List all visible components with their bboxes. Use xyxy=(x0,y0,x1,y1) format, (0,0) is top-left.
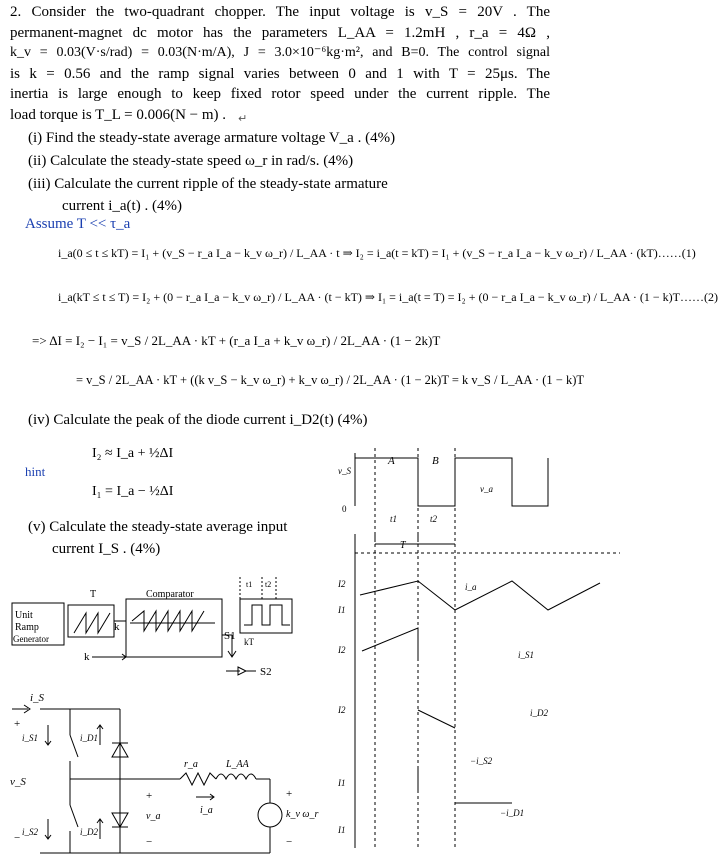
t1-label: t1 xyxy=(246,580,253,589)
ramp-waveform xyxy=(74,613,110,633)
problem-line: permanent-magnet dc motor has the parameters L_AA = 1.2mH , r_a = 4Ω , xyxy=(10,24,550,41)
hint-equation-2: I₁ = I_a − ½ΔI xyxy=(92,484,174,499)
question-3-line-2: current i_a(t) . (4%) xyxy=(62,198,182,214)
region-a-label: A xyxy=(388,455,395,467)
i1-label-2: I1 xyxy=(338,778,346,788)
vs-wave-label: v_S xyxy=(338,466,351,476)
va-plus: + xyxy=(146,790,153,802)
problem-line: k_v = 0.03(V·s/rad) = 0.03(N·m/A), J = 3.0×10⁻⁶kg·m², and B=0. The control signal xyxy=(10,45,550,60)
return-mark-icon: ↵ xyxy=(238,112,248,125)
emf-minus: − xyxy=(286,836,293,848)
comparator-ramp xyxy=(132,611,204,631)
equation-1: i_a(0 ≤ t ≤ kT) = I₁ + (v_S − r_a I_a − k_v ω_r) / L_AA · t ⇒ I₂ = i_a(t = kT) = I₁ + (v_S − r_a I_a − k_v ω_r) / L_AA · (kT)……(1) xyxy=(58,246,696,260)
dc-motor xyxy=(258,803,282,827)
emf-plus: + xyxy=(286,788,293,800)
question-3-line-1: (iii) Calculate the current ripple of the steady-state armature xyxy=(28,176,388,192)
equation-3: => ΔI = I₂ − I₁ = v_S / 2L_AA · kT + (r_a I_a + k_v ω_r) / 2L_AA · (1 − 2k)T xyxy=(32,333,441,348)
switch-s1 xyxy=(70,735,78,757)
ia-waveform xyxy=(360,581,600,610)
k-input-label-2: k xyxy=(84,651,90,663)
ramp-label-3: Generator xyxy=(13,634,49,644)
is1-wave-label: i_S1 xyxy=(518,650,535,660)
i2-label: I2 xyxy=(338,579,346,589)
vs-plus: + xyxy=(14,718,21,730)
laa-label: L_AA xyxy=(226,759,249,770)
t2-label: t2 xyxy=(265,580,272,589)
vs-label: v_S xyxy=(10,776,26,788)
question-4: (iv) Calculate the peak of the diode current i_D2(t) (4%) xyxy=(28,412,368,428)
i2-label-2: I2 xyxy=(338,645,346,655)
k-input-label: k xyxy=(114,621,120,633)
is1-label: i_S1 xyxy=(22,733,39,743)
is1-waveform xyxy=(362,628,418,658)
id2-label: i_D2 xyxy=(80,827,98,837)
i1-label: I1 xyxy=(338,605,346,615)
is2-label: i_S2 xyxy=(22,827,39,837)
kwr-label: k_v ω_r xyxy=(286,809,319,820)
period-label: T xyxy=(90,589,97,600)
i2-label-3: I2 xyxy=(338,705,346,715)
t1-wave-label: t1 xyxy=(390,514,398,524)
problem-line: load torque is T_L = 0.006(N − m) . xyxy=(10,106,227,123)
question-1: (i) Find the steady-state average armature voltage V_a . (4%) xyxy=(28,130,396,146)
t2-wave-label: t2 xyxy=(430,514,438,524)
question-5-line-1: (v) Calculate the steady-state average input xyxy=(28,519,288,535)
question-5-line-2: current I_S . (4%) xyxy=(52,541,161,557)
comparator-box xyxy=(126,599,222,657)
resistor-ra xyxy=(180,773,216,785)
waveform-diagram xyxy=(330,448,630,860)
kt-label: kT xyxy=(244,637,254,647)
ramp-label-2: Ramp xyxy=(15,622,39,633)
s2-label: S2 xyxy=(260,666,272,678)
neg-is2-wave-label: −i_S2 xyxy=(470,756,493,766)
zero-label: 0 xyxy=(342,504,347,514)
problem-line: is k = 0.56 and the ramp signal varies between 0 and 1 with T = 25μs. The xyxy=(10,65,550,82)
problem-line: 2. Consider the two-quadrant chopper. The input voltage is v_S = 20V . The xyxy=(10,4,550,20)
question-2: (ii) Calculate the steady-state speed ω_r in rad/s. (4%) xyxy=(28,153,354,169)
pulse-box xyxy=(240,599,292,633)
i1-label-3: I1 xyxy=(338,825,346,835)
is-label: i_S xyxy=(30,692,45,704)
ia-label: i_a xyxy=(200,805,213,816)
neg-id1-wave-label: −i_D1 xyxy=(500,808,525,818)
id2-wave-label: i_D2 xyxy=(530,708,548,718)
comparator-block-diagram xyxy=(0,575,345,685)
va-label: v_a xyxy=(146,811,161,822)
vs-minus: − xyxy=(14,832,21,844)
ra-label: r_a xyxy=(184,759,198,770)
ia-wave-label: i_a xyxy=(465,582,477,592)
equation-2: i_a(kT ≤ t ≤ T) = I₂ + (0 − r_a I_a − k_v ω_r) / L_AA · (t − kT) ⇒ I₁ = i_a(t = T) = I₂ + (0 − r_a I_a − k_v ω_r) / L_AA · (1 − k)T……(2) xyxy=(58,290,718,304)
chopper-circuit xyxy=(0,685,320,860)
pulse-waveform xyxy=(244,605,290,625)
s1-label: S1 xyxy=(224,630,236,642)
hint-label: hint xyxy=(25,464,46,479)
va-wave-label: v_a xyxy=(480,484,493,494)
comparator-label: Comparator xyxy=(146,589,194,600)
period-wave-label: T xyxy=(400,540,406,551)
ramp-label-1: Unit xyxy=(15,610,33,621)
region-b-label: B xyxy=(432,455,439,467)
problem-line: inertia is large enough to keep fixed rotor speed under the current ripple. The xyxy=(10,86,550,102)
assume-note: Assume T << τ_a xyxy=(25,216,131,232)
problem-statement xyxy=(10,2,550,125)
id2-waveform xyxy=(418,710,455,728)
hint-equation-1: I₂ ≈ I_a + ½ΔI xyxy=(92,446,174,461)
va-minus: − xyxy=(146,836,153,848)
inductor-laa xyxy=(216,774,256,779)
equation-4: = v_S / 2L_AA · kT + ((k v_S − k_v ω_r) + k_v ω_r) / 2L_AA · (1 − 2k)T = k v_S / L_AA · (1 − k)T xyxy=(76,373,585,387)
switch-s2 xyxy=(70,805,78,827)
id1-label: i_D1 xyxy=(80,733,98,743)
